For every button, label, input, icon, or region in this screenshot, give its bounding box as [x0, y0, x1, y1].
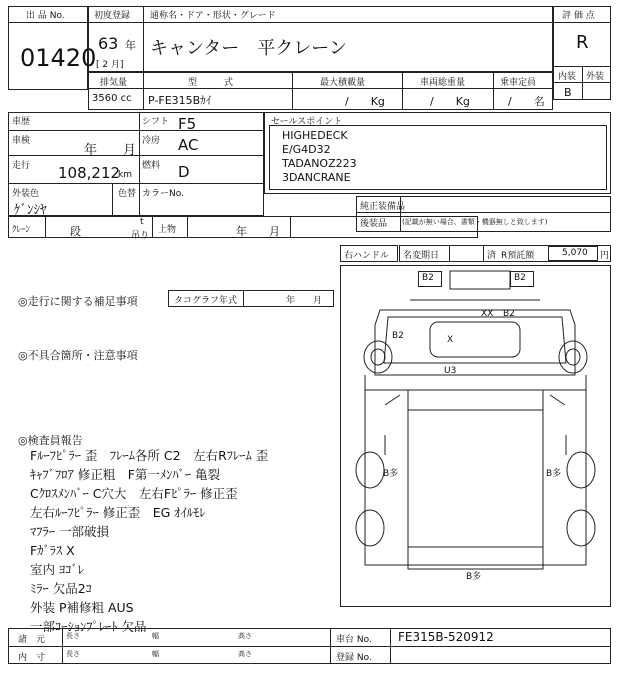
first-reg-year: 63: [98, 34, 119, 53]
genuine-equipment-label: 純正装備品: [360, 202, 406, 212]
width-label-2: 幅: [152, 650, 159, 658]
length-label-1: 長さ: [66, 632, 80, 640]
crane-stage: 段: [70, 225, 81, 238]
fuel-label: 燃料: [142, 161, 161, 171]
aftermarket-label: 後装品: [360, 219, 388, 229]
diagram-mark-b-rear: B多: [466, 572, 482, 582]
chassis-number: FE315B-520912: [398, 630, 494, 644]
report-line-4: 左右ﾙｰﾌﾋﾟﾗｰ 修正歪 EG ｵｲﾙﾓﾚ: [30, 505, 206, 520]
tachograph-section-label: ◎走行に関する補足事項: [18, 295, 138, 308]
capacity-label: 乗車定員: [500, 78, 537, 88]
yen-label: 円: [600, 251, 610, 261]
report-line-8: ﾐﾗｰ 欠品2ｺ: [30, 581, 92, 596]
crane-label: ｸﾚｰﾝ: [12, 225, 31, 235]
lot-label: 出 品 No.: [26, 11, 65, 21]
diagram-mark-xx-roof: XX: [481, 309, 494, 319]
first-reg-year-unit: 年: [125, 39, 136, 52]
truck-diagram: [340, 265, 611, 607]
report-line-10: 一部ｺｰｼｮﾝﾌﾟﾚｰﾄ 欠品: [30, 619, 147, 634]
exterior-color: ｹﾞﾝｼﾔ: [14, 203, 47, 218]
mileage-change-label: 名変期日: [403, 251, 440, 261]
diagram-mark-b2-roof: B2: [503, 309, 515, 319]
capacity: / 名: [508, 95, 545, 108]
gross-weight-label: 車両総重量: [420, 78, 466, 88]
tachograph-label: タコグラフ年式: [174, 296, 238, 306]
sales-points-label: セールスポイント: [271, 117, 343, 127]
width-label-1: 幅: [152, 632, 159, 640]
aftermarket-note: (記載が無い場合、書類・機器無しと致します): [402, 218, 548, 226]
sales-point-2: E/G4D32: [282, 143, 331, 156]
color-change-label: 色替: [118, 189, 137, 199]
mileage-value: 108,212: [58, 164, 121, 182]
model-code-label: 型 式: [188, 78, 234, 88]
diagram-mark-u3: U3: [444, 366, 457, 376]
crane-date: 年 月: [236, 225, 280, 238]
height-label-2: 高さ: [238, 650, 252, 658]
interior-dims-label: 内 寸: [18, 653, 46, 663]
history-label: 車歴: [12, 117, 31, 127]
lot-number: 01420: [20, 44, 97, 72]
chassis-label: 車台 No.: [336, 635, 372, 645]
grade-label: 評 価 点: [562, 11, 595, 21]
diagram-mark-b-right-side: B多: [546, 469, 562, 479]
shift-value: F5: [178, 115, 197, 133]
interior-grade: B: [564, 86, 572, 99]
model-name: キャンター 平クレーン: [150, 38, 347, 59]
inspection-label: 車検: [12, 136, 31, 146]
gross-weight: / Kg: [430, 95, 470, 108]
diagram-mark-b2-left-mirror: B2: [422, 273, 434, 283]
max-load-label: 最大積載量: [320, 78, 366, 88]
grade-value: R: [576, 32, 589, 53]
diagram-mark-x-glass: X: [447, 335, 454, 345]
sales-point-1: HIGHEDECK: [282, 129, 348, 142]
tachograph-value: 年 月: [286, 296, 323, 306]
exterior-grade-label: 外装: [586, 72, 605, 82]
model-code: P-FE315Bｶｲ: [148, 94, 212, 107]
r-fee-value: 5,070: [562, 248, 588, 258]
max-load: / Kg: [345, 95, 385, 108]
displacement-label: 排気量: [100, 78, 128, 88]
report-label: ◎検査員報告: [18, 434, 83, 447]
diagram-mark-b2-left: B2: [392, 331, 404, 341]
length-label-2: 長さ: [66, 650, 80, 658]
exterior-color-label: 外装色: [12, 189, 40, 199]
dims-label: 諸 元: [18, 635, 46, 645]
defects-label: ◎不具合箇所・注意事項: [18, 349, 138, 362]
displacement-value: 3560 cc: [92, 93, 132, 104]
mileage-label: 走行: [12, 161, 31, 171]
recycle-status: 済: [487, 251, 497, 261]
report-line-7: 室内 ﾖｺﾞﾚ: [30, 562, 84, 577]
crane-lift: 吊り: [131, 231, 150, 241]
report-line-5: ﾏﾌﾗｰ 一部破損: [30, 524, 109, 539]
report-line-6: Fｶﾞﾗｽ X: [30, 543, 75, 558]
color-no-label: カラーNo.: [142, 189, 184, 199]
interior-grade-label: 内装: [558, 72, 577, 82]
first-reg-label: 初度登録: [94, 11, 131, 21]
report-line-2: ｷｬﾌﾞﾌﾛｱ 修正粗 F第一ﾒﾝﾊﾞｰ 亀裂: [30, 467, 221, 482]
inspection-value: 年 月: [84, 143, 137, 158]
shift-label: シフト: [142, 117, 170, 127]
ac-label: 冷房: [142, 136, 161, 146]
diagram-mark-b2-right-mirror: B2: [514, 273, 526, 283]
height-label-1: 高さ: [238, 632, 252, 640]
mileage-unit: km: [118, 170, 132, 180]
report-line-3: Cｸﾛｽﾒﾝﾊﾞｰ C穴大 左右Fﾋﾟﾗｰ 修正歪: [30, 486, 238, 501]
fuel-value: D: [178, 163, 190, 181]
report-line-9: 外装 P補修粗 AUS: [30, 600, 134, 615]
diagram-mark-b-left-side: B多: [383, 469, 399, 479]
steering: 右ハンドル: [344, 251, 390, 261]
sales-point-3: TADANOZ223: [282, 157, 357, 170]
registration-label: 登録 No.: [336, 653, 372, 663]
ac-value: AC: [178, 136, 199, 154]
first-reg-month: [ 2 月]: [96, 60, 124, 70]
crane-t: t: [140, 217, 144, 227]
model-desc-label: 通称名・ドア・形状・グレード: [150, 11, 276, 21]
r-fee-label: R預託額: [501, 251, 535, 261]
sales-point-4: 3DANCRANE: [282, 171, 351, 184]
crane-up-label: 上物: [158, 225, 177, 235]
report-line-1: Fﾙｰﾌﾋﾟﾗｰ 歪 ﾌﾚｰﾑ各所 C2 左右Rﾌﾚｰﾑ 歪: [30, 448, 269, 463]
